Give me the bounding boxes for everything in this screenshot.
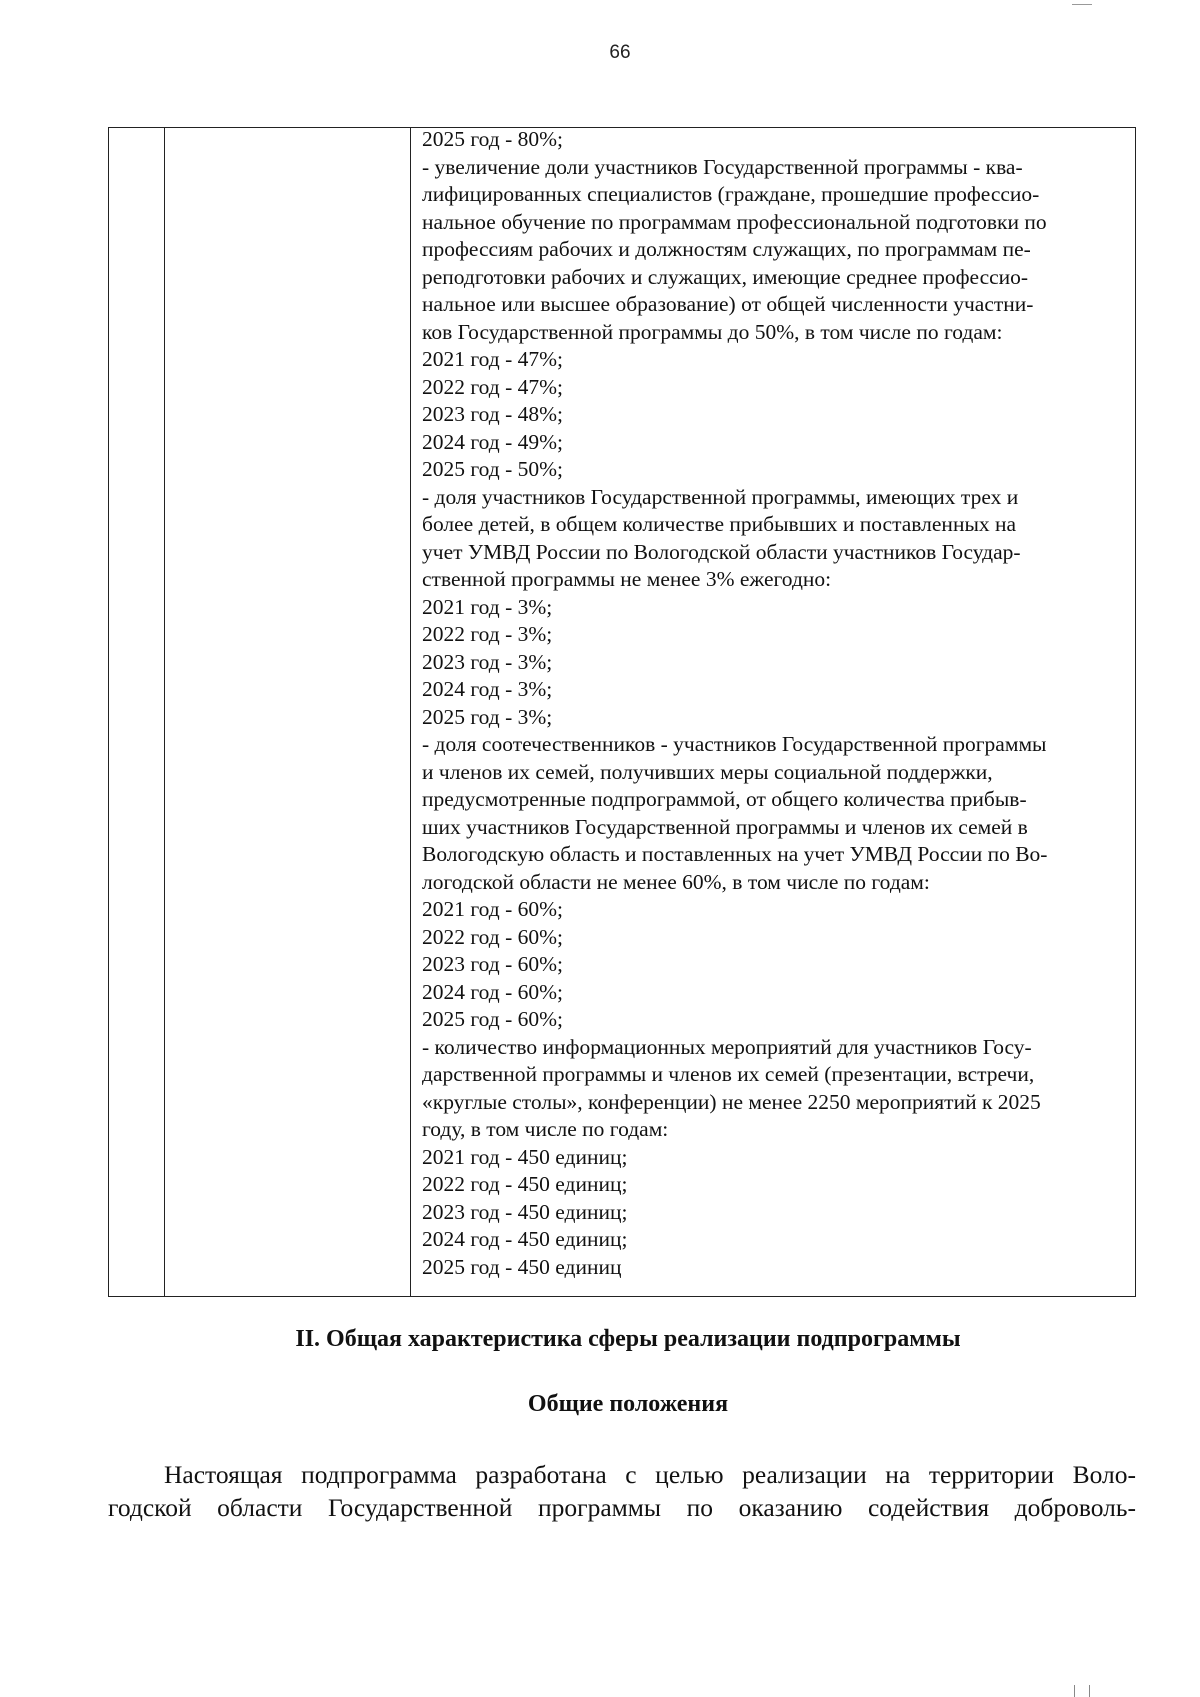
table-text-line: ших участников Государственной программы и членов их семей в <box>422 814 1028 839</box>
table-text-line: учет УМВД России по Вологодской области участников Государ- <box>422 539 1021 564</box>
table-text-line: 2024 год - 60%; <box>422 979 564 1004</box>
table-text-line: 2023 год - 3%; <box>422 649 553 674</box>
table-text-line: 2024 год - 450 единиц; <box>422 1227 628 1251</box>
table-text-line: 2023 год - 48%; <box>422 402 564 426</box>
table-text-line: более детей, в общем количестве прибывших и поставленных на <box>422 512 1017 536</box>
table-text-line: 2025 год - 3%; <box>422 704 553 729</box>
table-text-line: 2021 год - 60%; <box>422 897 564 921</box>
table-text-line: логодской области не менее 60%, в том числе по годам: <box>422 869 930 894</box>
table-text-line: лифицированных специалистов (граждане, прошедшие профессио- <box>422 182 1040 206</box>
table-text-line: году, в том числе по годам: <box>422 1117 669 1141</box>
table-text-line: 2025 год - 450 единиц <box>422 1254 622 1279</box>
table-text-line: 2024 год - 49%; <box>422 429 564 454</box>
table-text-line: - количество информационных мероприятий для участников Госу- <box>422 1034 1032 1059</box>
scan-corner-mark <box>1072 0 1092 5</box>
table-text-line: Вологодскую область и поставленных на учет УМВД России по Во- <box>422 842 1048 866</box>
table-text-line: - доля соотечественников - участников Государственной программы <box>422 732 1047 756</box>
table-text-line: «круглые столы», конференции) не менее 2250 мероприятий к 2025 <box>422 1089 1041 1114</box>
table-text-line: реподготовки рабочих и служащих, имеющие среднее профессио- <box>422 264 1029 289</box>
table-text-line: 2025 год - 50%; <box>422 457 564 481</box>
table-text-line: 2021 год - 47%; <box>422 347 564 371</box>
body-text-line: годской области Государственной программы по оказанию содействия доброволь- <box>108 1493 1136 1522</box>
table-text-line: нальное обучение по программам профессиональной подготовки по <box>422 209 1047 234</box>
table-column-values <box>411 126 1135 1296</box>
table-text-line: - увеличение доли участников Государственной программы - ква- <box>422 154 1023 179</box>
table-text-line: ков Государственной программы до 50%, в том числе по годам: <box>422 319 1003 344</box>
table-text-line: нальное или высшее образование) от общей численности участни- <box>422 292 1034 316</box>
table-text-line: ственной программы не менее 3% ежегодно: <box>422 567 832 591</box>
table-text-line: 2022 год - 47%; <box>422 374 564 399</box>
table-text-line: 2025 год - 60%; <box>422 1007 564 1031</box>
table-column-label <box>165 128 411 1296</box>
table-text-line: 2021 год - 450 единиц; <box>422 1144 628 1169</box>
table-text-line: 2025 год - 80%; <box>422 127 564 151</box>
targets-table <box>108 127 1136 1297</box>
table-text-line: и членов их семей, получивших меры социальной поддержки, <box>422 759 993 784</box>
section-subheading: Общие положения <box>527 1391 729 1417</box>
body-paragraph <box>108 1458 1136 1524</box>
table-text-line: предусмотренные подпрограммой, от общего количества прибыв- <box>422 787 1027 811</box>
table-text-line: дарственной программы и членов их семей (презентации, встречи, <box>422 1062 1035 1086</box>
table-column-number <box>109 128 165 1296</box>
scan-bottom-mark <box>1074 1685 1090 1697</box>
table-text-line: 2022 год - 450 единиц; <box>422 1172 628 1196</box>
table-text-line: 2023 год - 60%; <box>422 952 564 976</box>
table-text-line: 2021 год - 3%; <box>422 594 553 619</box>
table-text-line: профессиям рабочих и должностям служащих, по программам пе- <box>422 237 1031 261</box>
table-text-line: - доля участников Государственной программы, имеющих трех и <box>422 484 1019 509</box>
table-text-line: 2024 год - 3%; <box>422 677 553 701</box>
page-number: 66 <box>609 42 631 63</box>
table-text-line: 2023 год - 450 единиц; <box>422 1199 628 1224</box>
section-heading: II. Общая характеристика сферы реализации подпрограммы <box>295 1326 961 1352</box>
table-text-line: 2022 год - 3%; <box>422 622 553 646</box>
body-text-line: Настоящая подпрограмма разработана с целью реализации на территории Воло- <box>164 1460 1136 1489</box>
table-text-line: 2022 год - 60%; <box>422 924 564 949</box>
